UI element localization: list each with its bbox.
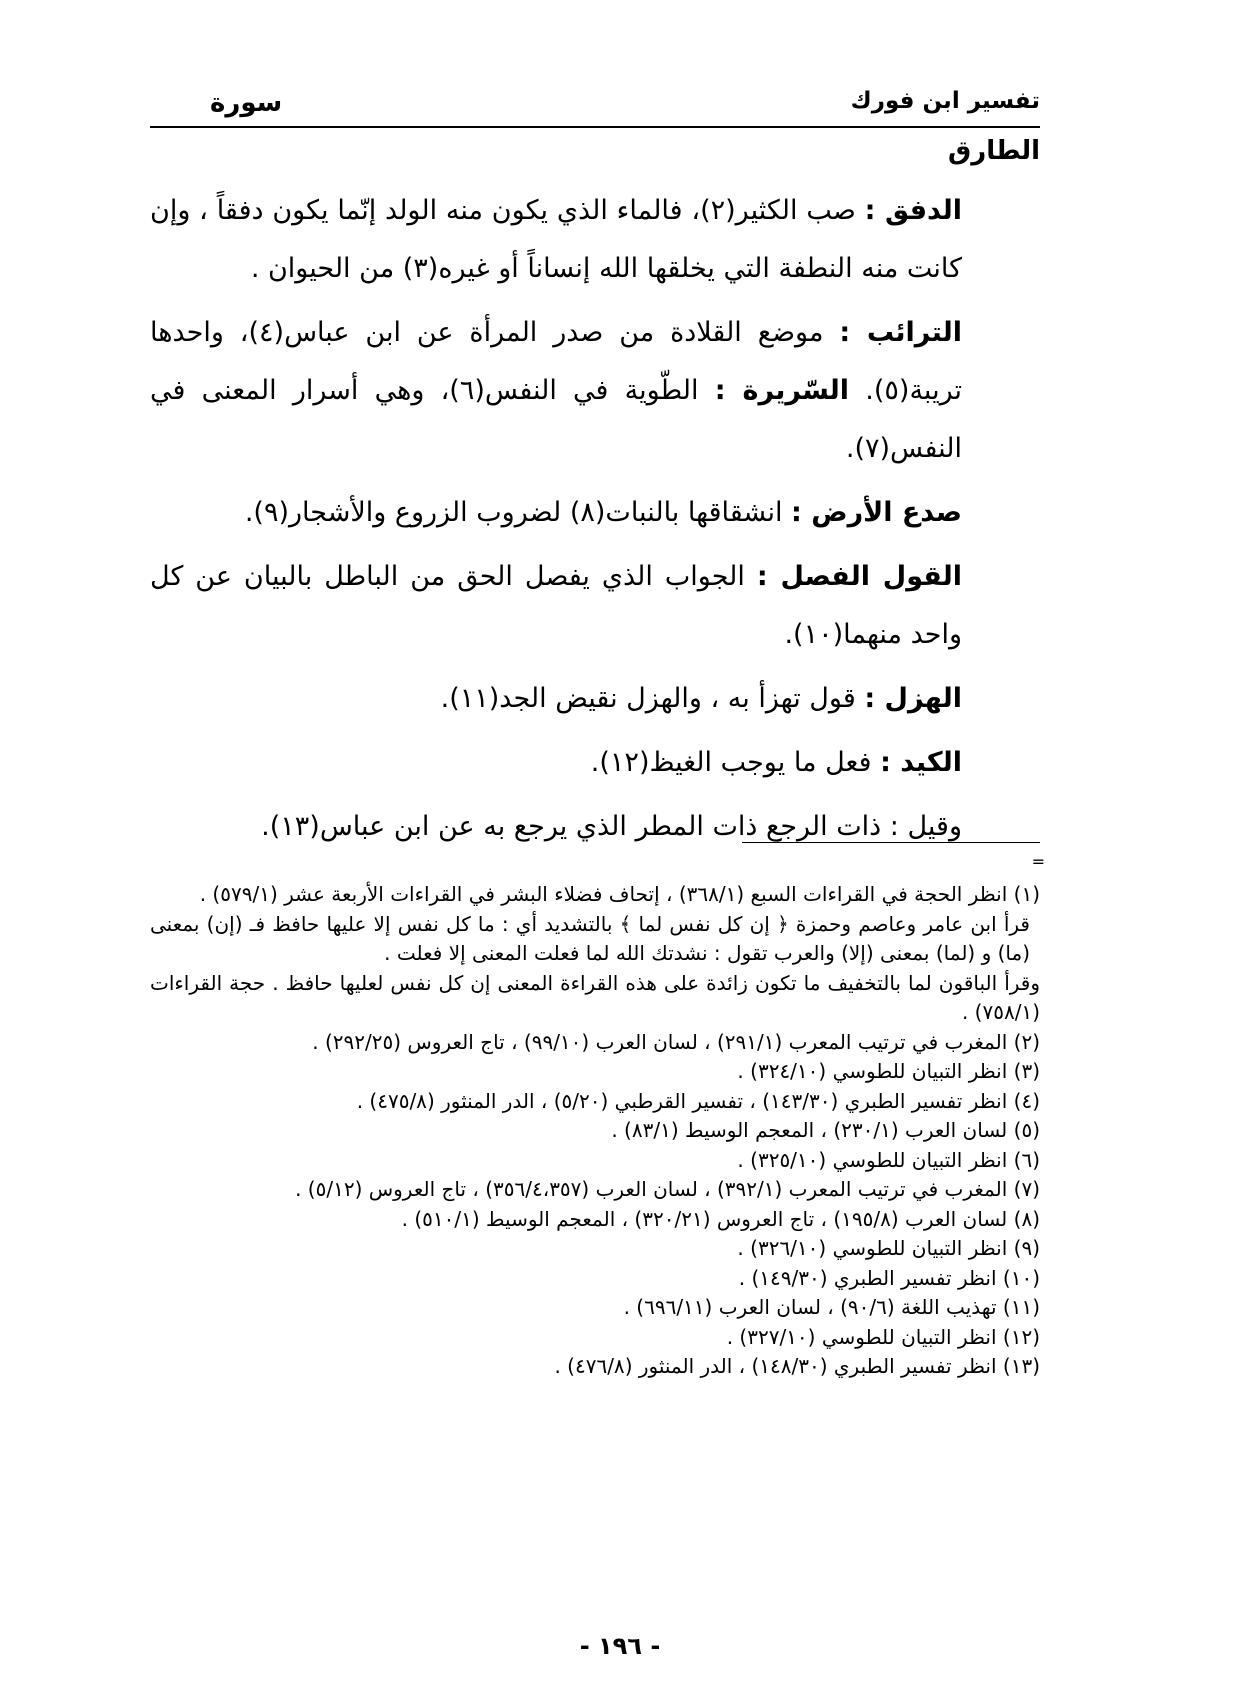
- footnote: (١١) تهذيب اللغة (٩٠/٦) ، لسان العرب (٦٩٦/١١) .: [623, 1295, 1040, 1319]
- surah-label: سورة: [210, 88, 283, 118]
- definition: قول تهزأ به ، والهزل نقيض الجد(١١).: [440, 683, 865, 714]
- paragraph-fasl: [150, 548, 1040, 664]
- footnote: (١٢) انظر التبيان للطوسي (٣٢٧/١٠) .: [726, 1324, 1040, 1349]
- paragraph-raj: [150, 798, 1040, 856]
- main-text: [150, 182, 1040, 862]
- footnote: (١) انظر الحجة في القراءات السبع (٣٦٨/١) ، إتحاف فضلاء البشر في القراءات الأربعة عشر (٥٧٩/١) .: [199, 882, 1040, 906]
- definition: موضع القلادة من صدر المرأة عن ابن عباس(٤)، واحدها تريبة(٥).: [150, 317, 962, 406]
- footnote-continuation-mark: =: [1031, 852, 1045, 871]
- footnote: (٨) لسان العرب (١٩٥/٨) ، تاج العروس (٣٢٠/٢١) ، المعجم الوسيط (٥١٠/١) .: [401, 1206, 1040, 1231]
- term: السّريرة :: [714, 375, 850, 406]
- footnote: (٦) انظر التبيان للطوسي (٣٢٥/١٠) .: [737, 1147, 1040, 1172]
- footnote: (٧) المغرب في ترتيب المعرب (٣٩٢/١) ، لسان العرب (٣٥٦/٤،٣٥٧) ، تاج العروس (٥/١٢) .: [295, 1177, 1040, 1201]
- footnote: وقرأ الباقون لما بالتخفيف ما تكون زائدة على هذه القراءة المعنى إن كل نفس لعليها حافظ . حجة القراءات (٧٥٨/١) .: [150, 970, 1040, 1024]
- footnote: (٢) المغرب في ترتيب المعرب (٢٩١/١) ، لسان العرب (٩٩/١٠) ، تاج العروس (٢٩٢/٢٥) .: [312, 1029, 1040, 1054]
- paragraph-taraib: [150, 304, 1040, 478]
- term: الدفق :: [864, 195, 963, 226]
- footnote: (٥) لسان العرب (٢٣٠/١) ، المعجم الوسيط (٨٣/١) .: [611, 1118, 1040, 1142]
- definition: وقيل : ذات الرجع ذات المطر الذي يرجع به عن ابن عباس(١٣).: [261, 811, 962, 842]
- definition: الجواب الذي يفصل الحق من الباطل بالبيان عن كل واحد منهما(١٠).: [150, 561, 962, 650]
- surah-name: الطارق: [948, 136, 1040, 166]
- definition: انشقاقها بالنبات(٨) لضروب الزروع والأشجار(٩).: [244, 497, 792, 528]
- footnote: (١٠) انظر تفسير الطبري (١٤٩/٣٠) .: [738, 1265, 1040, 1290]
- running-header: [150, 88, 1040, 130]
- book-title: تفسير ابن فورك: [850, 88, 1040, 114]
- term: الهزل :: [864, 683, 962, 714]
- footnote: قرأ ابن عامر وعاصم وحمزة ﴿ إن كل نفس لما ﴾ بالتشديد أي : ما كل نفس إلا عليها حافظ فـ (إن) بمعنى (ما) و (لما) بمعنى (إلا) والعرب تقول : نشدتك الله لما فعلت المعنى إلا فعلت .: [150, 911, 1030, 965]
- term: الكيد :: [880, 747, 962, 778]
- term: صدع الأرض :: [791, 497, 962, 528]
- footnote: (٤) انظر تفسير الطبري (١٤٣/٣٠) ، تفسير القرطبي (٥/٢٠) ، الدر المنثور (٤٧٥/٨) .: [356, 1088, 1040, 1113]
- footnote-separator: [742, 842, 1040, 843]
- term: الترائب :: [839, 317, 963, 348]
- term: القول الفصل :: [756, 561, 962, 592]
- header-rule: [150, 126, 1040, 128]
- definition: فعل ما يوجب الغيظ(١٢).: [590, 747, 881, 778]
- paragraph-kayd: [150, 734, 1040, 792]
- paragraph-hazl: [150, 670, 1040, 728]
- footnote: (٩) انظر التبيان للطوسي (٣٢٦/١٠) .: [737, 1236, 1040, 1260]
- definition: صب الكثير(٢)، فالماء الذي يكون منه الولد إنّما يكون دفقاً ، وإن كانت منه النطفة التي يخلقها الله إنساناً أو غيره(٣) من الحيوان .: [150, 195, 962, 284]
- definition: الطّوية في النفس(٦)، وهي أسرار المعنى في النفس(٧).: [150, 375, 962, 464]
- page-number: - ١٩٦ -: [579, 1632, 661, 1660]
- paragraph-sad: [150, 484, 1040, 542]
- footnote: (٣) انظر التبيان للطوسي (٣٢٤/١٠) .: [737, 1059, 1040, 1083]
- paragraph-dafq: [150, 182, 1040, 298]
- footnote: (١٣) انظر تفسير الطبري (١٤٨/٣٠) ، الدر المنثور (٤٧٦/٨) .: [554, 1354, 1040, 1378]
- footnotes: [150, 880, 1040, 1382]
